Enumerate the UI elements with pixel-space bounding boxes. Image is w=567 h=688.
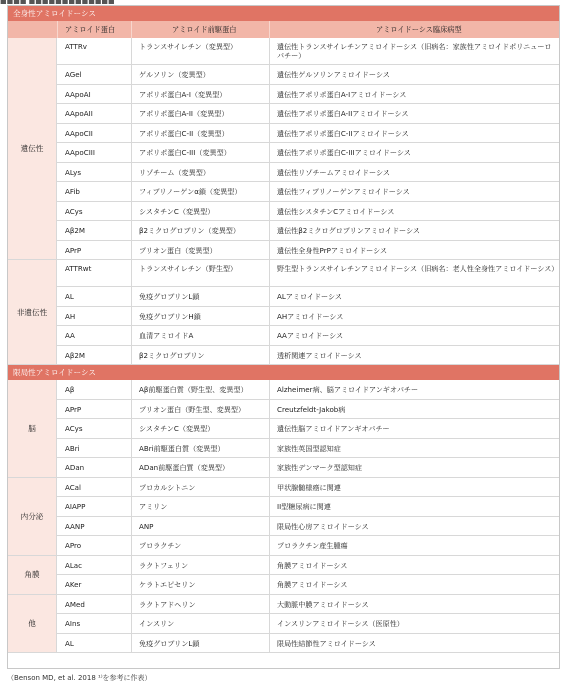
precursor-cell: 免疫グロブリンL鎖 [139,292,200,301]
amyloid-type-cell: APro [65,541,82,550]
column-divider [131,517,132,536]
group-label: 非遺伝性 [8,260,57,365]
column-divider [131,346,132,365]
table-row [57,634,559,654]
disease-cell: 遺伝性脳アミロイドアンギオパチー [277,424,390,433]
precursor-cell: プロラクチン [139,541,182,550]
column-header-type: アミロイド蛋白 [65,25,116,34]
column-divider [57,21,58,38]
column-divider [269,85,270,104]
column-divider [269,556,270,575]
column-divider [131,287,132,306]
amyloid-type-cell: AApoCIII [65,148,95,157]
amyloid-type-cell: AMed [65,599,85,609]
column-divider [269,346,270,365]
amyloid-type-cell: AKer [65,580,82,589]
disease-cell: 遺伝性アポリポ蛋白A-IIアミロイドーシス [277,109,409,118]
column-divider [131,400,132,419]
disease-cell: 大動脈中膜アミロイドーシス [277,599,369,609]
table-row [57,104,559,124]
table-row [57,143,559,163]
column-divider [269,21,270,38]
column-divider [131,202,132,221]
section-title: 全身性アミロイドーシス [8,6,559,21]
precursor-cell: ラクトアドヘリン [139,599,196,609]
disease-cell: プロラクチン産生腫瘍 [277,541,348,550]
table-row [57,346,559,366]
precursor-cell: アミリン [139,502,168,511]
disease-cell: 野生型トランスサイレチンアミロイドーシス（旧病名：老人性全身性アミロイドーシス） [277,264,559,273]
column-divider [269,241,270,260]
column-divider [131,124,132,143]
column-divider [269,400,270,419]
disease-cell: 遺伝性ゲルソリンアミロイドーシス [277,70,390,79]
column-divider [131,497,132,516]
precursor-cell: フィブリノーゲンα鎖（変異型） [139,187,242,196]
table-row [57,85,559,105]
precursor-cell: シスタチンC（変異型） [139,206,215,216]
group-label: 他 [8,595,57,654]
precursor-cell: アポリポ蛋白C-III（変異型） [139,148,231,157]
disease-cell: 遺伝性β2ミクログロブリンアミロイドーシス [277,226,420,235]
column-divider [131,182,132,201]
precursor-cell: 血清アミロイドA [139,331,194,340]
table-row [57,614,559,634]
amyloid-type-cell: ACys [65,206,83,216]
precursor-cell: プリオン蛋白（野生型、変異型） [139,404,246,414]
column-divider [269,575,270,594]
precursor-cell: ゲルソリン（変異型） [139,70,210,79]
column-divider [131,634,132,653]
column-divider [131,380,132,399]
amyloid-type-cell: AIAPP [65,502,86,511]
amyloid-type-cell: Aβ2M [65,226,86,235]
column-divider [269,287,270,306]
column-divider [131,21,132,38]
table-row [57,517,559,537]
column-divider [269,595,270,614]
precursor-cell: Aβ前駆蛋白質（野生型、変異型） [139,385,248,394]
precursor-cell: 免疫グロブリンL鎖 [139,638,200,648]
precursor-cell: ラクトフェリン [139,560,189,570]
column-divider [131,478,132,497]
column-divider [131,163,132,182]
precursor-cell: β2ミクログロブリン（変異型） [139,226,240,235]
disease-cell: 遺伝性リゾチームアミロイドーシス [277,167,390,177]
table-row [57,124,559,144]
table-row [57,419,559,439]
disease-cell: 遺伝性フィブリノーゲンアミロイドーシス [277,187,410,196]
amyloid-type-cell: APrP [65,245,82,255]
disease-cell: II型糖尿病に関連 [277,502,331,511]
column-divider [269,202,270,221]
column-divider [131,221,132,240]
precursor-cell: ケラトエピセリン [139,580,196,589]
amyloid-type-cell: Aβ [65,385,75,394]
amyloid-type-cell: ACys [65,424,83,433]
precursor-cell: β2ミクログロブリン [139,350,205,360]
amyloid-type-cell: AIns [65,619,81,628]
column-divider [131,326,132,345]
disease-cell: ALアミロイドーシス [277,292,342,301]
table-row [57,595,559,615]
precursor-cell: ADan前駆蛋白質（変異型） [139,463,230,472]
column-header-disease: アミロイドーシス臨床病型 [376,25,462,34]
amyloid-type-cell: ADan [65,463,85,472]
table-row [57,575,559,595]
amyloid-type-cell: AApoCII [65,128,93,138]
disease-cell: インスリンアミロイドーシス（医原性） [277,619,404,628]
column-divider [131,65,132,84]
column-divider [269,38,270,64]
column-divider [131,143,132,162]
column-divider [269,634,270,653]
amyloid-type-cell: AA [65,331,75,340]
disease-cell: 遺伝性アポリポ蛋白C-IIアミロイドーシス [277,128,409,138]
column-divider [269,104,270,123]
precursor-cell: トランスサイレチン（野生型） [139,264,238,273]
column-header-precursor: アミロイド前駆蛋白 [172,25,237,34]
group-label: 脳 [8,380,57,478]
column-divider [269,307,270,326]
amyloid-type-cell: ABri [65,443,80,453]
group-label: 遺伝性 [8,38,57,260]
amyloid-type-cell: ATTRv [65,42,87,51]
precursor-cell: アポリポ蛋白A-II（変異型） [139,109,229,118]
column-divider [131,307,132,326]
column-divider [269,458,270,477]
group-label: 角膜 [8,556,57,595]
column-divider [131,419,132,438]
column-divider [131,260,132,286]
source-note: （Benson MD, et al. 2018 ¹⁾を参考に作表） [7,674,152,682]
column-divider [269,124,270,143]
column-divider [131,556,132,575]
precursor-cell: シスタチンC（変異型） [139,424,215,433]
precursor-cell: インスリン [139,619,175,628]
column-divider [131,241,132,260]
precursor-cell: 免疫グロブリンH鎖 [139,311,201,321]
column-divider [269,478,270,497]
table-row [57,182,559,202]
amyloid-type-cell: ALys [65,167,82,177]
disease-cell: 限局性結節性アミロイドーシス [277,638,376,648]
amyloid-type-cell: APrP [65,404,82,414]
amyloid-type-cell: AH [65,311,76,321]
group-label: 内分泌 [8,478,57,556]
column-divider [269,380,270,399]
table-row [57,221,559,241]
column-divider [269,221,270,240]
column-divider [131,575,132,594]
table-row [57,163,559,183]
column-divider [131,595,132,614]
disease-cell: 家族性デンマーク型認知症 [277,463,362,472]
table-row [57,260,559,287]
table-row [57,241,559,261]
cropped-caption-strip: ■■■■ ■■■■■■■■■■■■■ [0,0,115,4]
amyloid-type-cell: AFib [65,187,80,196]
column-divider [269,517,270,536]
section-title: 限局性アミロイドーシス [8,365,559,380]
column-divider [269,536,270,555]
table-row [57,38,559,65]
table-row [57,65,559,85]
disease-cell: Creutzfeldt-Jakob病 [277,404,346,414]
table-row [57,380,559,400]
column-divider [269,182,270,201]
column-divider [269,143,270,162]
table-row [57,287,559,307]
disease-cell: 遺伝性シスタチンCアミロイドーシス [277,206,395,216]
table-row [57,536,559,556]
column-divider [131,458,132,477]
table-row [57,439,559,459]
column-divider [131,439,132,458]
disease-cell: 甲状腺髄様癌に関連 [277,482,341,492]
amyloid-type-cell: AApoAI [65,89,91,99]
disease-cell: 遺伝性トランスサイレチンアミロイドーシス（旧病名：家族性アミロイドポリニューロパチー） [277,42,552,60]
column-divider [269,260,270,286]
disease-cell: AAアミロイドーシス [277,331,344,340]
amyloid-type-cell: ALac [65,560,83,570]
precursor-cell: ANP [139,521,154,531]
amyloid-type-cell: AApoAII [65,109,93,118]
column-header-row [8,21,559,38]
amyloid-type-cell: AGel [65,70,82,79]
table-row [57,458,559,478]
disease-cell: 透析関連アミロイドーシス [277,350,362,360]
precursor-cell: リゾチーム（変異型） [139,167,210,177]
column-divider [131,85,132,104]
amyloid-type-cell: AL [65,638,74,648]
column-divider [131,104,132,123]
disease-cell: Alzheimer病、脳アミロイドアンギオパチー [277,385,419,394]
column-divider [269,614,270,633]
disease-cell: 角膜アミロイドーシス [277,560,348,570]
table-row [57,556,559,576]
amyloid-classification-table [7,5,560,669]
table-row [57,202,559,222]
amyloid-type-cell: AL [65,292,74,301]
amyloid-type-cell: AANP [65,521,85,531]
column-divider [131,614,132,633]
precursor-cell: アポリポ蛋白C-II（変異型） [139,128,229,138]
column-divider [269,163,270,182]
column-divider [269,497,270,516]
column-divider [269,419,270,438]
amyloid-type-cell: ACal [65,482,81,492]
disease-cell: 遺伝性全身性PrPアミロイドーシス [277,245,388,255]
column-divider [269,65,270,84]
disease-cell: 限局性心房アミロイドーシス [277,521,369,531]
precursor-cell: プリオン蛋白（変異型） [139,245,217,255]
column-divider [131,38,132,64]
column-divider [269,439,270,458]
table-row [57,497,559,517]
table-row [57,400,559,420]
disease-cell: 遺伝性アポリポ蛋白A-Iアミロイドーシス [277,89,407,99]
table-row [57,478,559,498]
table-row [57,307,559,327]
precursor-cell: トランスサイレチン（変異型） [139,42,238,51]
precursor-cell: アポリポ蛋白A-I（変異型） [139,89,227,99]
disease-cell: 家族性英国型認知症 [277,443,341,453]
disease-cell: 角膜アミロイドーシス [277,580,348,589]
column-divider [131,536,132,555]
amyloid-type-cell: ATTRwt [65,264,92,273]
disease-cell: 遺伝性アポリポ蛋白C-IIIアミロイドーシス [277,148,411,157]
table-row [57,326,559,346]
disease-cell: AHアミロイドーシス [277,311,344,321]
column-divider [269,326,270,345]
amyloid-type-cell: Aβ2M [65,350,86,360]
precursor-cell: ABri前駆蛋白質（変異型） [139,443,225,453]
precursor-cell: プロカルシトニン [139,482,196,492]
